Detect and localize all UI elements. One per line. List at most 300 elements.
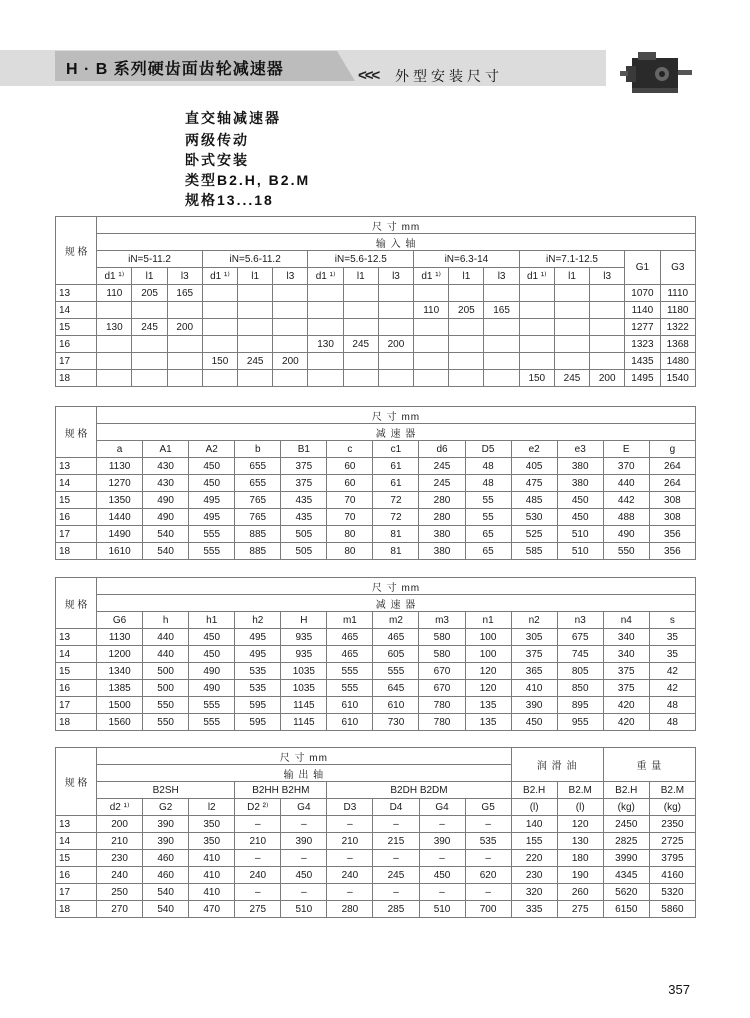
value-cell [554, 285, 589, 302]
table-row [56, 475, 696, 492]
weight-header: 重 量 [603, 748, 695, 782]
value-cell: – [235, 884, 281, 901]
column-header: l2 [189, 799, 235, 816]
value-cell: 380 [419, 543, 465, 560]
value-cell: 745 [557, 646, 603, 663]
value-cell: 620 [465, 867, 511, 884]
value-cell: 2450 [603, 816, 649, 833]
value-cell: 5620 [603, 884, 649, 901]
column-header: s [649, 612, 695, 629]
value-cell: 595 [235, 714, 281, 731]
value-cell: 42 [649, 663, 695, 680]
value-cell: 135 [465, 697, 511, 714]
value-cell: 1350 [97, 492, 143, 509]
value-cell [167, 353, 202, 370]
value-cell: 72 [373, 509, 419, 526]
table-row [56, 867, 696, 884]
value-cell: 70 [327, 492, 373, 509]
value-cell: 885 [235, 543, 281, 560]
value-cell: 375 [281, 458, 327, 475]
column-header: d1 ¹⁾ [97, 268, 132, 285]
table-row [56, 458, 696, 475]
value-cell: – [373, 884, 419, 901]
value-cell: 1540 [660, 370, 696, 387]
value-cell: 120 [465, 663, 511, 680]
value-cell: 280 [327, 901, 373, 918]
value-cell: 550 [143, 697, 189, 714]
value-cell [378, 285, 413, 302]
page-title: H · B 系列硬齿面齿轮减速器 [66, 61, 284, 78]
value-cell [554, 302, 589, 319]
value-cell: – [419, 850, 465, 867]
value-cell: 3795 [649, 850, 695, 867]
value-cell: 1035 [281, 663, 327, 680]
value-cell: 450 [189, 475, 235, 492]
value-cell: 390 [281, 833, 327, 850]
value-cell [308, 370, 343, 387]
size-cell: 14 [56, 833, 97, 850]
value-cell: 1610 [97, 543, 143, 560]
column-header: b [235, 441, 281, 458]
value-cell [554, 336, 589, 353]
value-cell: 72 [373, 492, 419, 509]
value-cell [167, 302, 202, 319]
column-header: l3 [167, 268, 202, 285]
value-cell [484, 353, 519, 370]
value-cell [238, 336, 273, 353]
column-header: l1 [132, 268, 167, 285]
value-cell: 465 [373, 629, 419, 646]
value-cell [343, 302, 378, 319]
value-cell: 540 [143, 884, 189, 901]
size-cell: 17 [56, 884, 97, 901]
value-cell: 435 [281, 509, 327, 526]
value-cell: 510 [557, 543, 603, 560]
value-cell: 1145 [281, 714, 327, 731]
value-cell: 780 [419, 697, 465, 714]
value-cell: 48 [649, 697, 695, 714]
column-header: G1 [625, 251, 660, 285]
input-shaft-table [55, 216, 696, 387]
group-header-b2hh: B2HH B2HM [235, 782, 327, 799]
size-header: 规 格 [56, 578, 97, 629]
value-cell [449, 353, 484, 370]
value-cell: – [235, 850, 281, 867]
value-cell: 80 [327, 543, 373, 560]
value-cell [378, 353, 413, 370]
spec-line: 规格13...18 [185, 192, 274, 208]
column-header: c1 [373, 441, 419, 458]
value-cell: 495 [235, 646, 281, 663]
value-cell: 35 [649, 646, 695, 663]
value-cell: 2825 [603, 833, 649, 850]
size-cell: 13 [56, 285, 97, 302]
value-cell: 150 [202, 353, 237, 370]
table-row [56, 492, 696, 509]
column-header: g [649, 441, 695, 458]
column-header: H [281, 612, 327, 629]
size-cell: 13 [56, 629, 97, 646]
value-cell [414, 336, 449, 353]
value-cell [590, 319, 625, 336]
value-cell: 442 [603, 492, 649, 509]
value-cell: 210 [235, 833, 281, 850]
value-cell: 420 [603, 697, 649, 714]
value-cell [449, 370, 484, 387]
value-cell: 420 [603, 714, 649, 731]
value-cell [202, 285, 237, 302]
value-cell: 130 [97, 319, 132, 336]
value-cell: 264 [649, 475, 695, 492]
value-cell: 190 [557, 867, 603, 884]
dims-header: 尺 寸 mm [97, 217, 696, 234]
size-header: 规 格 [56, 407, 97, 458]
table-row [56, 646, 696, 663]
reducer-header: 减 速 器 [97, 595, 696, 612]
value-cell: 535 [465, 833, 511, 850]
value-cell: 610 [327, 714, 373, 731]
value-cell: 935 [281, 629, 327, 646]
value-cell: 460 [143, 867, 189, 884]
value-cell: 450 [189, 629, 235, 646]
column-header: h2 [235, 612, 281, 629]
value-cell: 100 [465, 629, 511, 646]
value-cell: – [327, 816, 373, 833]
value-cell [202, 370, 237, 387]
column-header: (l) [511, 799, 557, 816]
value-cell: 505 [281, 526, 327, 543]
value-cell [308, 353, 343, 370]
value-cell: 670 [419, 663, 465, 680]
value-cell [308, 285, 343, 302]
column-header: m2 [373, 612, 419, 629]
value-cell: 280 [419, 509, 465, 526]
value-cell: 850 [557, 680, 603, 697]
value-cell: 450 [189, 646, 235, 663]
group-header-b2dh: B2DH B2DM [327, 782, 511, 799]
value-cell: 370 [603, 458, 649, 475]
value-cell [378, 319, 413, 336]
value-cell: 555 [189, 697, 235, 714]
value-cell: 490 [189, 663, 235, 680]
value-cell: 285 [373, 901, 419, 918]
value-cell: 1560 [97, 714, 143, 731]
size-header: 规 格 [56, 748, 97, 816]
value-cell: 42 [649, 680, 695, 697]
value-cell: 135 [465, 714, 511, 731]
value-cell [238, 319, 273, 336]
value-cell [343, 285, 378, 302]
size-cell: 15 [56, 492, 97, 509]
reducer-header: 减 速 器 [97, 424, 696, 441]
value-cell: 230 [97, 850, 143, 867]
value-cell: 675 [557, 629, 603, 646]
value-cell: 390 [419, 833, 465, 850]
value-cell: 140 [511, 816, 557, 833]
value-cell: 450 [511, 714, 557, 731]
value-cell: 375 [511, 646, 557, 663]
type-header: B2.H [511, 782, 557, 799]
value-cell: 580 [419, 646, 465, 663]
value-cell: 555 [189, 543, 235, 560]
column-header: e2 [511, 441, 557, 458]
value-cell: 805 [557, 663, 603, 680]
value-cell: 48 [465, 475, 511, 492]
value-cell: 245 [132, 319, 167, 336]
value-cell: 200 [273, 353, 308, 370]
value-cell: 340 [603, 646, 649, 663]
value-cell: 1140 [625, 302, 660, 319]
table-row [56, 336, 696, 353]
value-cell: 200 [378, 336, 413, 353]
value-cell: 488 [603, 509, 649, 526]
value-cell: 245 [419, 458, 465, 475]
value-cell: 1130 [97, 458, 143, 475]
value-cell: 470 [189, 901, 235, 918]
ratio-group-header: iN=6.3-14 [414, 251, 520, 268]
value-cell: 1180 [660, 302, 696, 319]
column-header: d2 ¹⁾ [97, 799, 143, 816]
type-header: B2.M [557, 782, 603, 799]
value-cell: 210 [97, 833, 143, 850]
value-cell [449, 319, 484, 336]
value-cell: 200 [167, 319, 202, 336]
column-header: l3 [590, 268, 625, 285]
column-header: c [327, 441, 373, 458]
value-cell: 955 [557, 714, 603, 731]
column-header: e3 [557, 441, 603, 458]
value-cell: 80 [327, 526, 373, 543]
column-header: d6 [419, 441, 465, 458]
value-cell: 1270 [97, 475, 143, 492]
table-row [56, 833, 696, 850]
column-header: D4 [373, 799, 419, 816]
column-header: l1 [343, 268, 378, 285]
value-cell: 935 [281, 646, 327, 663]
value-cell: 165 [167, 285, 202, 302]
value-cell: 230 [511, 867, 557, 884]
column-header: a [97, 441, 143, 458]
value-cell: 55 [465, 509, 511, 526]
value-cell: 430 [143, 458, 189, 475]
value-cell: 505 [281, 543, 327, 560]
dims-header: 尺 寸 mm [97, 407, 696, 424]
size-cell: 17 [56, 697, 97, 714]
value-cell: 595 [235, 697, 281, 714]
value-cell: 1495 [625, 370, 660, 387]
spec-line: 卧式安装 [185, 152, 249, 168]
value-cell [519, 302, 554, 319]
value-cell [484, 370, 519, 387]
value-cell: 580 [419, 629, 465, 646]
value-cell: 390 [143, 816, 189, 833]
column-header: l3 [273, 268, 308, 285]
column-header: m1 [327, 612, 373, 629]
column-header: (kg) [603, 799, 649, 816]
value-cell: 510 [557, 526, 603, 543]
value-cell: 1035 [281, 680, 327, 697]
value-cell: 485 [511, 492, 557, 509]
value-cell: 495 [189, 492, 235, 509]
size-cell: 14 [56, 475, 97, 492]
value-cell [343, 319, 378, 336]
value-cell: 48 [465, 458, 511, 475]
value-cell: – [281, 884, 327, 901]
value-cell [343, 370, 378, 387]
value-cell: 655 [235, 475, 281, 492]
value-cell: 410 [189, 884, 235, 901]
value-cell: 1200 [97, 646, 143, 663]
value-cell: 5320 [649, 884, 695, 901]
value-cell: 245 [554, 370, 589, 387]
value-cell: 450 [189, 458, 235, 475]
value-cell: 240 [235, 867, 281, 884]
value-cell: 356 [649, 543, 695, 560]
size-cell: 14 [56, 646, 97, 663]
table-row [56, 714, 696, 731]
value-cell [414, 370, 449, 387]
value-cell: 65 [465, 543, 511, 560]
value-cell: 405 [511, 458, 557, 475]
column-header: G4 [419, 799, 465, 816]
value-cell [414, 319, 449, 336]
value-cell [414, 285, 449, 302]
value-cell: 390 [511, 697, 557, 714]
value-cell: 275 [235, 901, 281, 918]
ratio-group-header: iN=5.6-11.2 [202, 251, 308, 268]
value-cell: 1323 [625, 336, 660, 353]
value-cell: 540 [143, 901, 189, 918]
ratio-group-header: iN=7.1-12.5 [519, 251, 625, 268]
value-cell: 48 [649, 714, 695, 731]
value-cell: 200 [590, 370, 625, 387]
value-cell: 1435 [625, 353, 660, 370]
spec-line: 两级传动 [185, 132, 249, 148]
size-header: 规 格 [56, 217, 97, 285]
value-cell: 490 [143, 509, 189, 526]
value-cell: 110 [97, 285, 132, 302]
value-cell: 430 [143, 475, 189, 492]
value-cell: 205 [132, 285, 167, 302]
value-cell: 535 [235, 680, 281, 697]
value-cell: 61 [373, 458, 419, 475]
value-cell [519, 319, 554, 336]
table-row [56, 302, 696, 319]
value-cell: 540 [143, 543, 189, 560]
value-cell: – [281, 816, 327, 833]
value-cell: 356 [649, 526, 695, 543]
value-cell [554, 353, 589, 370]
column-header: D3 [327, 799, 373, 816]
value-cell: 240 [327, 867, 373, 884]
value-cell: 6150 [603, 901, 649, 918]
value-cell: 440 [603, 475, 649, 492]
value-cell: 205 [449, 302, 484, 319]
value-cell: 380 [557, 475, 603, 492]
table-row [56, 901, 696, 918]
value-cell: 60 [327, 458, 373, 475]
value-cell [519, 336, 554, 353]
value-cell: 375 [281, 475, 327, 492]
size-cell: 14 [56, 302, 97, 319]
value-cell: 2725 [649, 833, 695, 850]
value-cell [484, 285, 519, 302]
value-cell [273, 285, 308, 302]
table-row [56, 850, 696, 867]
size-cell: 18 [56, 901, 97, 918]
value-cell: 440 [143, 646, 189, 663]
column-header: d1 ¹⁾ [414, 268, 449, 285]
value-cell [378, 302, 413, 319]
table-row [56, 543, 696, 560]
value-cell: 335 [511, 901, 557, 918]
value-cell: 610 [373, 697, 419, 714]
value-cell: 465 [327, 646, 373, 663]
value-cell: 130 [308, 336, 343, 353]
spec-line: 类型B2.H, B2.M [185, 172, 311, 188]
value-cell [590, 302, 625, 319]
value-cell [308, 319, 343, 336]
value-cell: 510 [281, 901, 327, 918]
column-header: n1 [465, 612, 511, 629]
value-cell: 81 [373, 526, 419, 543]
value-cell: 308 [649, 492, 695, 509]
column-header: h [143, 612, 189, 629]
value-cell: 350 [189, 816, 235, 833]
column-header: G2 [143, 799, 189, 816]
table-row [56, 680, 696, 697]
value-cell: 1130 [97, 629, 143, 646]
size-cell: 18 [56, 543, 97, 560]
table-row [56, 353, 696, 370]
value-cell: 885 [235, 526, 281, 543]
value-cell [97, 336, 132, 353]
value-cell: 55 [465, 492, 511, 509]
value-cell: 65 [465, 526, 511, 543]
value-cell [273, 302, 308, 319]
value-cell: – [327, 850, 373, 867]
column-header: A2 [189, 441, 235, 458]
value-cell: 150 [519, 370, 554, 387]
value-cell: – [373, 816, 419, 833]
value-cell [167, 336, 202, 353]
column-header: D5 [465, 441, 511, 458]
value-cell: 120 [557, 816, 603, 833]
value-cell: 200 [97, 816, 143, 833]
value-cell [132, 302, 167, 319]
table-row [56, 629, 696, 646]
value-cell: 490 [603, 526, 649, 543]
value-cell: 610 [327, 697, 373, 714]
value-cell: 895 [557, 697, 603, 714]
value-cell: 1145 [281, 697, 327, 714]
lube-oil-header: 润 滑 油 [511, 748, 603, 782]
value-cell: 510 [419, 901, 465, 918]
value-cell [238, 370, 273, 387]
size-cell: 16 [56, 336, 97, 353]
value-cell: 410 [189, 867, 235, 884]
value-cell: 450 [281, 867, 327, 884]
value-cell: 380 [419, 526, 465, 543]
value-cell: 240 [97, 867, 143, 884]
column-header: l1 [238, 268, 273, 285]
ratio-group-header: iN=5-11.2 [97, 251, 203, 268]
column-header: G4 [281, 799, 327, 816]
value-cell: 60 [327, 475, 373, 492]
table-row [56, 370, 696, 387]
value-cell: 320 [511, 884, 557, 901]
value-cell: 765 [235, 492, 281, 509]
